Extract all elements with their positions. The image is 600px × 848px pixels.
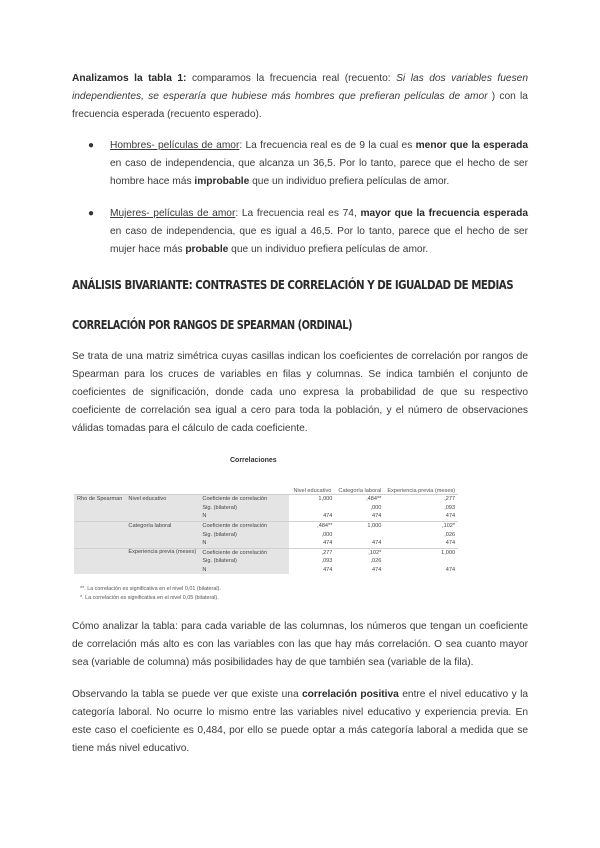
cell: 474 xyxy=(323,567,333,574)
cell: ,093 xyxy=(444,504,456,511)
cell: 474 xyxy=(323,513,333,520)
cell: ,484** xyxy=(289,521,335,530)
cell: 474 xyxy=(445,513,456,520)
row-variable: Experiencia previa (meses) xyxy=(125,548,199,566)
table-row xyxy=(74,512,458,521)
bullet-label: Hombres- películas de amor xyxy=(110,140,240,151)
bullet-bold: menor que la esperada xyxy=(415,140,528,151)
cell: ,102* xyxy=(335,548,384,557)
stat-label: Coeficiente de correlación xyxy=(199,521,289,530)
bullet-bold: mayor que la frecuencia esperada xyxy=(360,208,528,219)
cell: 474 xyxy=(371,513,382,520)
intro-paragraph xyxy=(72,70,528,124)
table-row xyxy=(74,566,458,575)
obs-text: Observando la tabla se puede ver que existe una xyxy=(72,689,303,700)
stat-label: Coeficiente de correlación xyxy=(199,548,289,557)
cell: 1,000 xyxy=(289,495,335,504)
cell xyxy=(384,557,458,566)
cell: 1,000 xyxy=(335,521,384,530)
stat-label: Coeficiente de correlación xyxy=(199,495,289,504)
col-header: Experiencia previa (meses) xyxy=(387,487,456,494)
stat-label: Sig. (bilateral) xyxy=(199,530,289,539)
table-row xyxy=(74,504,458,513)
table-footnote: *. La correlación es significativa en el nivel 0,05 (bilateral). xyxy=(80,595,219,601)
cell: ,277 xyxy=(289,548,335,557)
bullet-mujeres xyxy=(88,205,528,259)
stat-label: N xyxy=(199,539,289,548)
table-row xyxy=(74,548,458,557)
cell: ,484** xyxy=(335,495,384,504)
table-row xyxy=(74,539,458,548)
col-header: Nivel educativo xyxy=(293,487,332,494)
bullet-text: en caso de independencia, que es igual a 46,5. Por lo tanto, parece que el hecho de ser mujer hace más xyxy=(110,226,528,255)
cell: 474 xyxy=(323,540,333,547)
table-row xyxy=(74,521,458,530)
cell: ,102* xyxy=(384,521,458,530)
cell: ,093 xyxy=(321,558,333,565)
table-footnote: **. La correlación es significativa en el nivel 0,01 (bilateral). xyxy=(80,586,221,592)
row-variable: Nivel educativo xyxy=(125,495,199,504)
subsection-heading: CORRELACIÓN POR RANGOS DE SPEARMAN (ORDINAL) xyxy=(72,318,353,332)
bullet-dot-icon: ● xyxy=(88,140,95,151)
spearman-paragraph: Se trata de una matriz simétrica cuyas casillas indican los coeficientes de correlación por rangos de Spearman para los cruces de variables en filas y columnas. Se indica también el conjunto de coeficientes de significación, donde cada uno expresa la probabilidad de que su respectivo coeficiente de correlación sea igual a cero para toda la población, y el número de observaciones válidas tomadas para el cálculo de cada coeficiente. xyxy=(72,351,528,434)
bullet-bold: probable xyxy=(185,244,229,255)
bullet-label: Mujeres- películas de amor xyxy=(110,208,236,219)
stat-label: Sig. (bilateral) xyxy=(199,557,289,566)
bullet-text: : La frecuencia real es de 9 la cual es xyxy=(239,140,416,151)
bullet-text: en caso de independencia, que alcanza un 36,5. Por lo tanto, parece que el hecho de ser hombre hace más xyxy=(110,158,528,187)
obs-text: entre el nivel educativo y la categoría laboral. No ocurre lo mismo entre las variables nivel educativo y experiencia previa. En este caso el coeficiente es 0,484, por ello se puede optar a más categoría laboral a medida que se tiene más nivel educativo. xyxy=(72,689,529,754)
intro-text-2: ) con la frecuencia esperada (recuento esperado). xyxy=(72,91,528,120)
intro-text-1: comparamos la frecuencia real (recuento: xyxy=(186,73,397,84)
obs-bold: correlación positiva xyxy=(302,689,399,700)
correlation-table xyxy=(74,468,458,574)
cell: 474 xyxy=(445,540,456,547)
stat-label: Sig. (bilateral) xyxy=(199,504,289,513)
cell: ,277 xyxy=(384,495,458,504)
table-row xyxy=(74,495,458,504)
cell: ,026 xyxy=(370,558,382,565)
col-header: Categoría laboral xyxy=(338,487,382,494)
cell: ,026 xyxy=(444,531,456,538)
intro-lead: Analizamos la tabla 1: xyxy=(72,73,187,84)
cell xyxy=(335,530,384,539)
cell: 1,000 xyxy=(384,548,458,557)
stat-label: N xyxy=(199,512,289,521)
bullet-text: : La frecuencia real es 74, xyxy=(235,208,361,219)
table-title: Correlaciones xyxy=(230,457,277,464)
row-variable: Categoría laboral xyxy=(125,521,199,530)
cell xyxy=(289,504,335,513)
table-row xyxy=(74,530,458,539)
intro-italic: Si las dos variables fuesen independientes, se esperaría que hubiese más hombres que prefieran películas de amor xyxy=(72,73,529,102)
bullet-hombres xyxy=(88,137,528,191)
cell: 474 xyxy=(371,540,382,547)
how-to-paragraph: Cómo analizar la tabla: para cada variable de las columnas, los números que tengan un coeficiente de correlación más alto es con las variables con las que hay más correlación. O sea cuanto mayor sea (variable de columna) más posibilidades hay de que también sea (variable de la fila). xyxy=(72,621,528,668)
cell: 474 xyxy=(445,567,456,574)
cell: ,000 xyxy=(370,504,382,511)
rho-label: Rho de Spearman xyxy=(74,495,125,504)
table-header-row xyxy=(74,468,458,495)
bullet-dot-icon: ● xyxy=(88,208,95,219)
bullet-text: que un individuo prefiera películas de amor. xyxy=(249,176,450,187)
stat-label: N xyxy=(199,566,289,575)
cell: ,000 xyxy=(321,531,333,538)
section-heading: ANÁLISIS BIVARIANTE: CONTRASTES DE CORRELACIÓN Y DE IGUALDAD DE MEDIAS xyxy=(72,277,514,292)
bullet-text: que un individuo prefiera películas de amor. xyxy=(228,244,429,255)
bullet-bold: improbable xyxy=(194,176,250,187)
cell: 474 xyxy=(371,567,382,574)
observation-paragraph xyxy=(72,686,528,758)
